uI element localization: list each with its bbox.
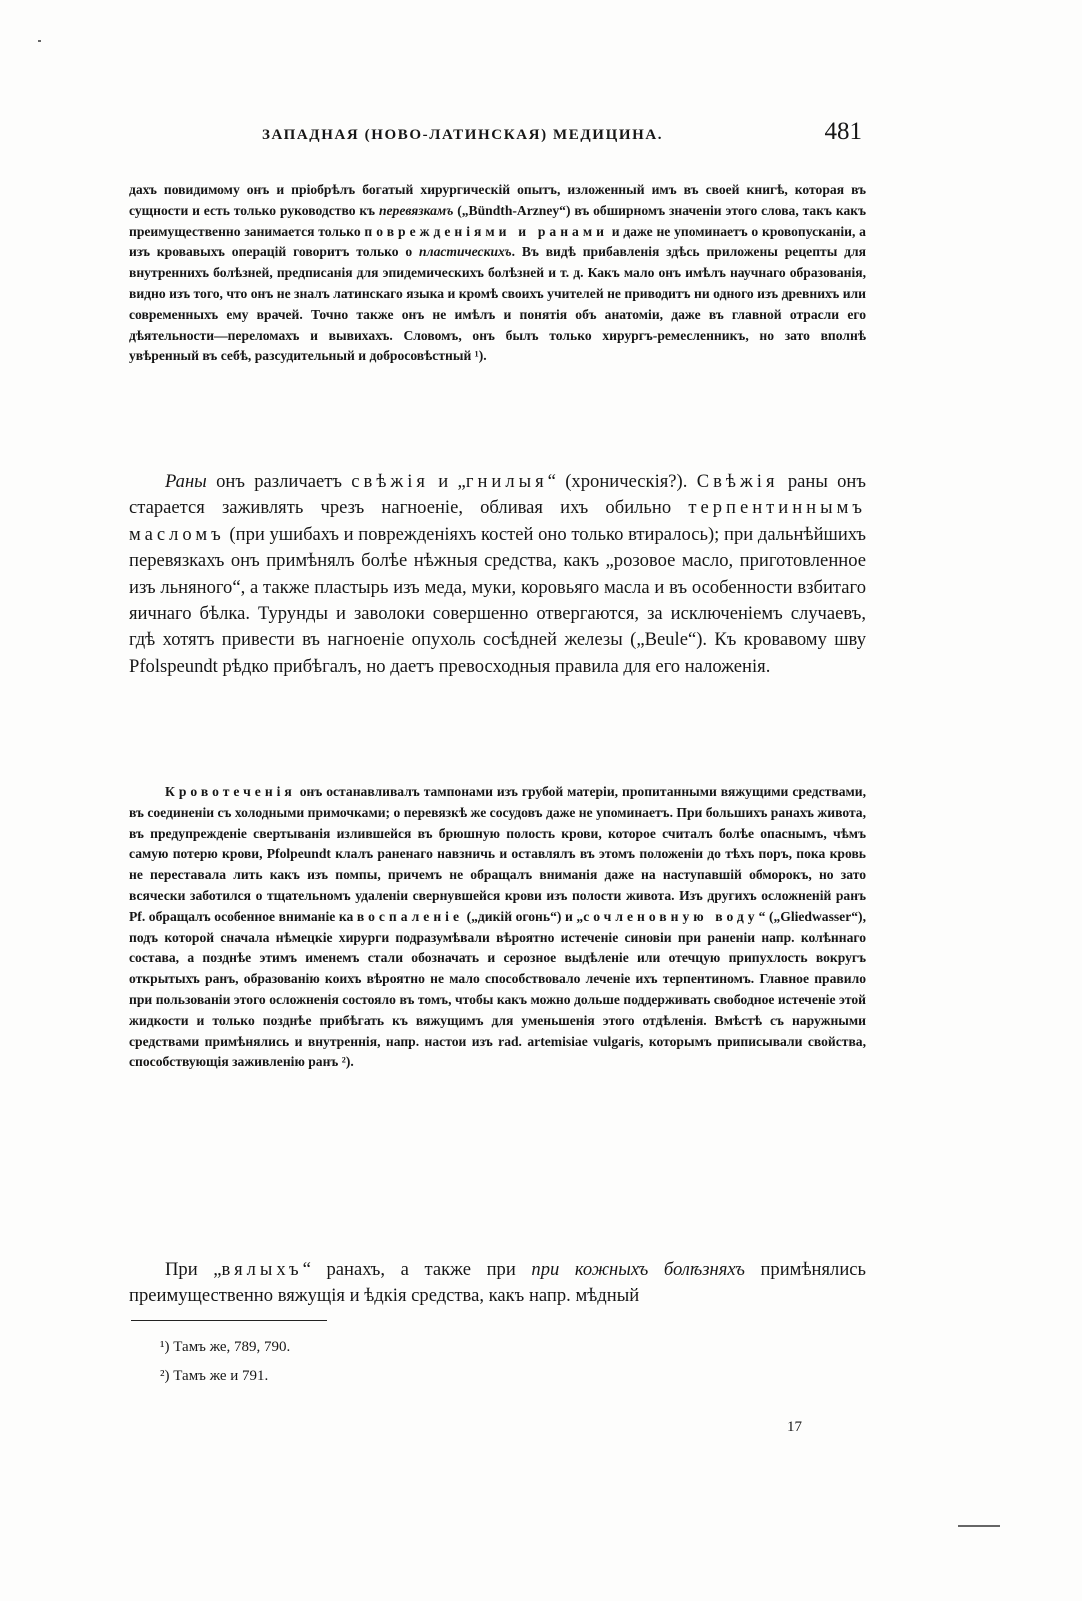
- p2-spaced-fresh: свѣжія: [351, 471, 429, 492]
- p1-text-c: („Bündth-Arzney“) въ обширномъ значеніи этого слова, такъ какъ преимущественно занимается только: [129, 202, 866, 239]
- running-header: [262, 118, 862, 154]
- p1-italic-bandages: перевязкамъ: [378, 202, 454, 218]
- p2-text-b: онъ различаетъ: [206, 471, 352, 492]
- page-number: 481: [824, 118, 862, 145]
- p2-text-f: “ (хроническія?).: [547, 471, 697, 492]
- paragraph-3: [129, 782, 866, 1073]
- p2-text-j: (при ушибахъ и поврежденіяхъ костей оно только втиралось); при дальнѣйшихъ перевязкахъ онъ примѣнялъ болѣе нѣжныя средства, какъ „розовое масло, приготовленное изъ льняного“, а также пластырь изъ меда, муки, коровьяго масла и въ особенности взбитаго яичнаго бѣлка. Турунды и заволоки совершенно отвергаются, за исключеніемъ случаевъ, гдѣ хотятъ привести въ нагноеніе опухоль сосѣдней железы („Beule“). Къ кровавому шву Pfolspeundt рѣдко прибѣгалъ, но даетъ превосходныя правила для его наложенія.: [129, 523, 866, 677]
- p4-text-a: При „: [165, 1259, 222, 1280]
- footnote-1: ¹) Тамъ же, 789, 790.: [160, 1339, 291, 1355]
- p3-text-b: онъ останавливалъ тампонами изъ грубой матеріи, пропитанными вяжущими средствами, въ соединеніи съ холодными примочками; о перевязкѣ же сосудовъ даже не упоминаетъ. При большихъ ранахъ живота, въ предупрежденіе свертыванія излившейся въ брюшную полость крови, которое считалъ болѣе опаснымъ, чѣмъ самую потерю крови, Pfolpeundt клалъ раненаго навзничь и оставлялъ въ этомъ положеніи до тѣхъ поръ, пока кровь не переставала лить какъ изъ помпы, причемъ не обращалъ вниманія даже на наступавшій обморокъ, но зато всячески заботился о тщательномъ удаленіи свернувшейся крови изъ полости живота. Изъ другихъ осложненій ранъ Pf. обращалъ особенное вниманіе ка: [129, 784, 866, 924]
- p3-spaced-bleeding: Кровотеченія: [165, 784, 296, 799]
- p3-spaced-joint-water: сочленовную воду: [583, 908, 759, 924]
- p3-text-f: “ („Gliedwasser“), подъ которой сначала нѣмецкіе хирурги подразумѣвали вѣроятно истеченіе синовіи при раненіи напр. колѣннаго состава, а позднѣе этимъ именемъ стали обозначать и серозное выдѣленіе или отечцую припухлость вокругъ открытыхъ ранъ, образованію коихъ вѣроятно не мало способствовало леченіе ихъ терпентиномъ. Главное правило при пользованіи этого осложненія состояло въ томъ, чтобы какъ можно дольше поддерживать свободное истеченіе этой жидкости и только позднѣе прибѣгать къ вяжущимъ для уменьшенія этого отдѣленія. Вмѣстѣ съ наружными средствами примѣнялись и внутреннія, напр. настои изъ rad. artemisiae vulgaris, которымъ приписывали свойства, способствующія заживленію ранъ ²).: [129, 908, 866, 1070]
- footnotes: [160, 1333, 290, 1391]
- p3-text-d: („дикій огонь“) и „: [462, 908, 584, 924]
- paragraph-4: [129, 1257, 866, 1310]
- p1-text-g: . Въ видѣ прибавленія здѣсь приложены рецепты для внутреннихъ болѣзней, предписанія для эпидемическихъ болѣзней и т. д. Какъ мало онъ имѣлъ научнаго образованія, видно изъ того, что онъ не зналъ латинскаго языка и кромѣ своихъ учителей не приводитъ ни одного изъ древнихъ или современныхъ ему врачей. Точно также онъ не имѣлъ и понятія объ анатоміи, даже въ главной отрасли его дѣятельности—переломахъ и вывихахъ. Словомъ, онъ былъ только хирургъ-ремесленникъ, но зато вполнѣ увѣренный въ себѣ, разсудительный и добросовѣстный ¹).: [129, 244, 866, 364]
- p1-text-e: и даже не упоминаетъ о кровопусканіи, а изъ кровавыхъ операцій говоритъ только о: [129, 223, 866, 260]
- p3-spaced-inflammation: воспаленіе: [356, 908, 463, 924]
- p2-text-h: раны онъ старается заживлять чрезъ нагноеніе, обливая ихъ обильно: [129, 471, 866, 519]
- p4-spaced-flaccid: вялыхъ: [221, 1259, 303, 1280]
- paragraph-1: [129, 180, 866, 367]
- p2-spaced-turpentine: терпентиннымъ масломъ: [129, 497, 866, 545]
- scan-smudge: [958, 1525, 1000, 1527]
- footnote-divider: [131, 1320, 327, 1321]
- p2-text-d: и „: [428, 471, 466, 492]
- p2-italic-wounds: Раны: [165, 471, 207, 492]
- signature-mark: 17: [787, 1419, 802, 1435]
- paragraph-2: [129, 469, 866, 680]
- p1-italic-plastic: пластическихъ: [419, 244, 512, 260]
- p4-text-c: “ ранахъ, а также при: [302, 1259, 532, 1280]
- scan-speck: [38, 40, 41, 42]
- p2-spaced-rotten: гнилыя: [465, 471, 548, 492]
- p1-spaced-injuries: поврежденіями и ранами: [364, 223, 608, 239]
- p4-italic-skin-diseases: при кожныхъ болѣзняхъ: [531, 1259, 745, 1280]
- p2-spaced-fresh-2: Свѣжія: [696, 471, 779, 492]
- footnote-2: ²) Тамъ же и 791.: [160, 1368, 269, 1384]
- header-title: ЗАПАДНАЯ (НОВО-ЛАТИНСКАЯ) МЕДИЦИНА.: [262, 127, 664, 143]
- p4-text-e: примѣнялись преимущественно вяжущія и ѣдкія средства, какъ напр. мѣдный: [129, 1259, 866, 1307]
- p1-text-a: дахъ повидимому онъ и пріобрѣлъ богатый хирургическій опытъ, изложенный имъ въ своей книгѣ, которая въ сущности и есть только руководство къ: [129, 182, 866, 218]
